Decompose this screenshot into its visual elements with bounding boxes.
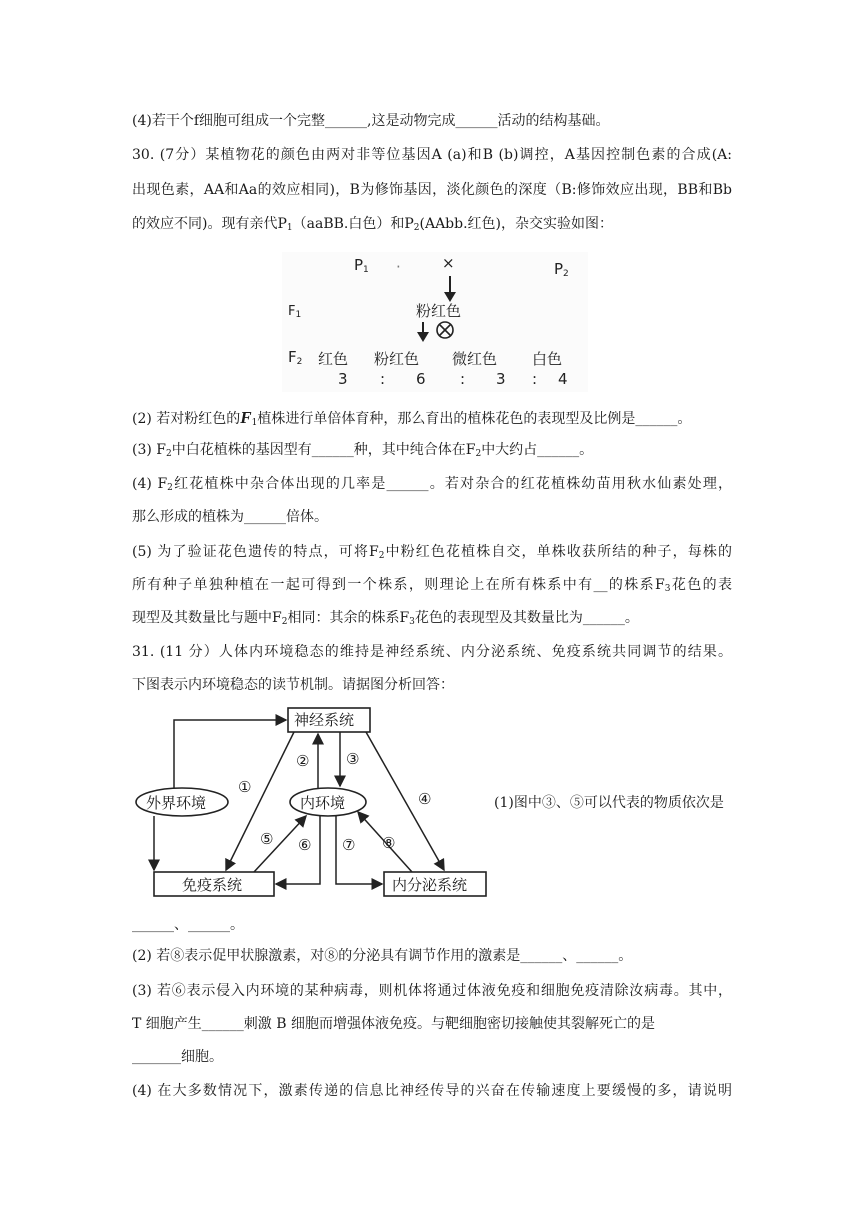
- num-5: ⑤: [260, 830, 274, 848]
- f2-white: 白色: [532, 350, 563, 368]
- f1-label: $F_1$: [288, 304, 302, 320]
- q31-part2: (2) 若⑧表示促甲状腺激素，对⑧的分泌具有调节作用的激素是______、______。: [132, 948, 633, 964]
- p2-label: $P_2$: [554, 260, 569, 279]
- q31-part3-line2: T 细胞产生______刺激 B 细胞而增强体液免疫。与靶细胞密切接触使其裂解死亡的是: [132, 1016, 655, 1032]
- q31-part3-line1: (3) 若⑥表示侵入内环境的某种病毒，则机体将通过体液免疫和细胞免疫清除汝病毒。其中，: [132, 983, 732, 999]
- f2-red: 红色: [318, 350, 349, 368]
- q30-stem-line1: 30. (7分）某植物花的颜色由两对非等位基因A (a)和B (b)调控，A基因控制色素的合成(A:: [132, 147, 732, 163]
- q31-part4: (4) 在大多数情况下，激素传递的信息比神经传导的兴奋在传输速度上要缓慢的多，请说明: [132, 1083, 732, 1099]
- ratio-sep3: :: [532, 370, 538, 388]
- q30-part4-line2: 那么形成的植株为______倍体。: [132, 509, 328, 525]
- num-1: ①: [238, 778, 252, 796]
- q29-part4: (4)若干个f细胞可组成一个完整______,这是动物完成______活动的结构基础。: [132, 113, 610, 129]
- scan-dot: ·: [396, 258, 401, 276]
- f1-phenotype: 粉红色: [416, 302, 462, 320]
- num-3: ③: [346, 750, 360, 768]
- f2-pink: 粉红色: [374, 350, 420, 368]
- q30-part4-line1: (4) $F_2$红花植株中杂合体出现的几率是______。若对杂合的红花植株幼苗用秋水仙素处理，: [132, 476, 732, 493]
- q30-stem-line3: 的效应不同)。现有亲代$P_1(aaBB$.白色）和$P_2(AAbb$.红色)，杂交实验如图：: [132, 216, 614, 233]
- q30-part2: (2) 若对粉红色的$F_1$植株进行单倍体育种，那么育出的植株花色的表现型及比例是______。: [132, 408, 692, 428]
- cross-diagram: [282, 252, 588, 392]
- num-8: ⑧: [382, 834, 396, 852]
- nervous-system-label: 神经系统: [294, 711, 355, 729]
- f2-label: $F_2$: [288, 348, 303, 367]
- ratio-3a: 3: [338, 370, 348, 388]
- internal-environment-label: 内环境: [300, 794, 346, 812]
- num-2: ②: [296, 752, 310, 770]
- p1-label: $P_1$: [354, 256, 369, 275]
- endocrine-system-label: 内分泌系统: [392, 876, 468, 894]
- ratio-sep2: :: [460, 370, 466, 388]
- ratio-6: 6: [416, 370, 426, 388]
- num-6: ⑥: [298, 836, 312, 854]
- q30-part3: (3) $F_2$中白花植株的基因型有______种，其中纯合体在$F_2$中大约占______。: [132, 442, 594, 459]
- num-4: ④: [418, 790, 432, 808]
- ratio-4: 4: [558, 370, 568, 388]
- q31-stem-line2: 下图表示内环境稳态的读节机制。请据图分析回答：: [132, 677, 454, 693]
- f2-light-red: 微红色: [452, 350, 498, 368]
- q31-stem-line1: 31. (11 分）人体内环境稳态的维持是神经系统、内分泌系统、免疫系统共同调节的结果。: [132, 644, 732, 660]
- immune-system-label: 免疫系统: [182, 876, 243, 894]
- q30-part5-line1: (5) 为了验证花色遗传的特点，可将$F_2$中粉红色花植株自交，单株收获所结的种子，每株的: [132, 544, 733, 561]
- q30-part5-line3: 现型及其数量比与题中$F_2$相同：其余的株系$F_3$花色的表现型及其数量比为______。: [132, 610, 639, 627]
- cross-symbol: ×: [442, 254, 455, 272]
- ratio-3b: 3: [496, 370, 506, 388]
- external-environment-label: 外界环境: [146, 794, 207, 812]
- q30-stem-line2: 出现色素，AA和Aa的效应相同)，B为修饰基因，淡化颜色的深度（B:修饰效应出现，BB和Bb: [132, 182, 732, 198]
- num-7: ⑦: [342, 836, 356, 854]
- regulation-diagram: [126, 700, 490, 910]
- ratio-sep1: :: [380, 370, 386, 388]
- q31-part1-blanks: ______、______。: [132, 917, 244, 933]
- cross-arrows: [282, 252, 588, 392]
- q31-part1: (1)图中③、⑤可以代表的物质依次是: [494, 795, 724, 811]
- q30-part5-line2: 所有种子单独种植在一起可得到一个株系，则理论上在所有株系中有__的株系$F_3$花色的表: [132, 577, 732, 594]
- q31-part3-line3: _______细胞。: [132, 1049, 223, 1065]
